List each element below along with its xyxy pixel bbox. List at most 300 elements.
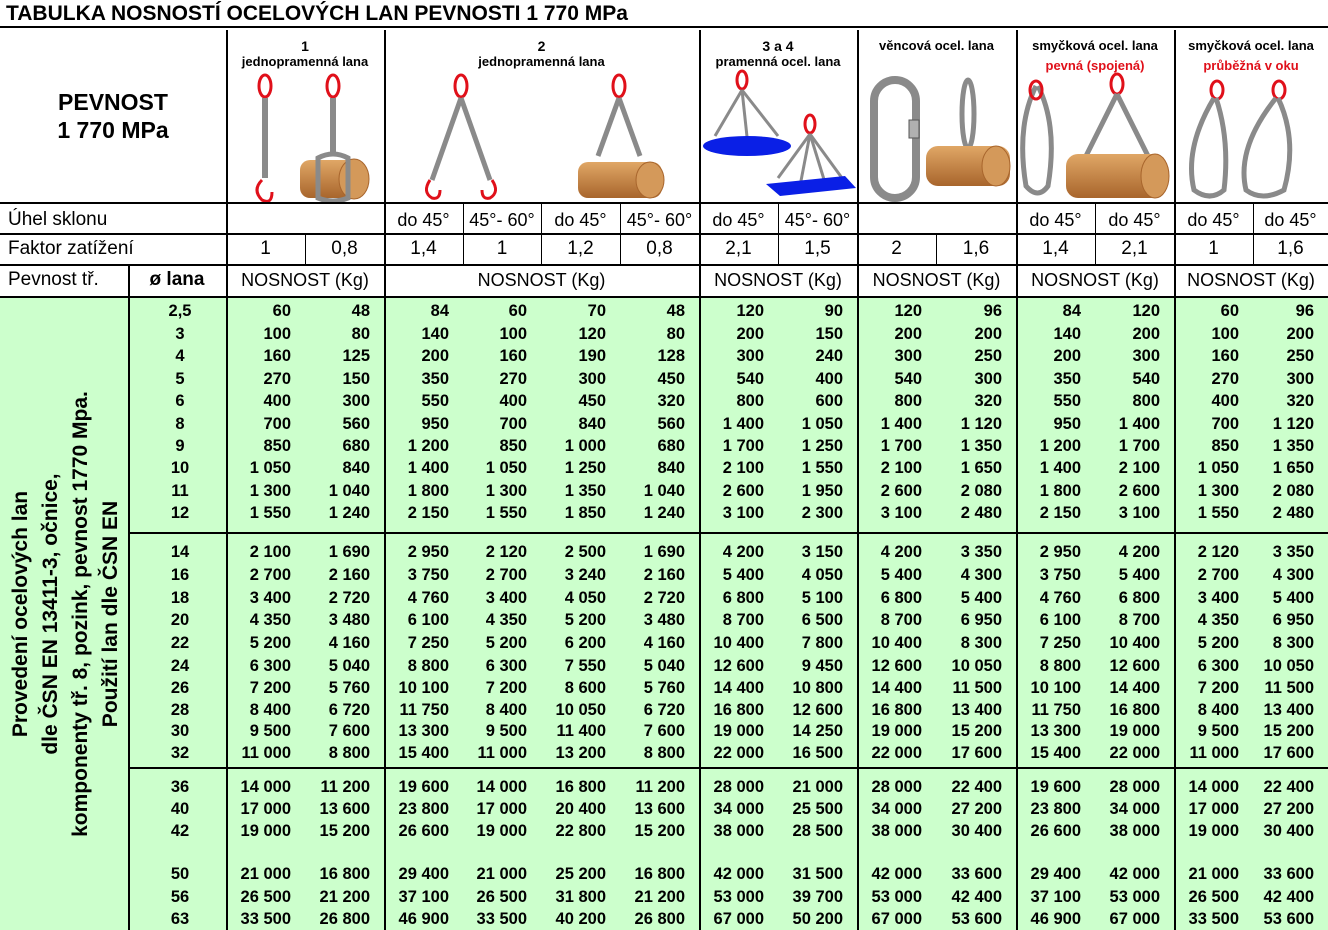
capacity-value: 400 — [815, 370, 843, 388]
capacity-value: 96 — [1295, 302, 1314, 320]
capacity-value: 1 350 — [564, 482, 606, 500]
capacity-value: 2 700 — [249, 566, 291, 584]
capacity-value: 19 600 — [398, 778, 449, 796]
capacity-value: 2 700 — [1197, 566, 1239, 584]
capacity-value: 15 400 — [398, 744, 449, 762]
grid-line-v — [1016, 202, 1017, 233]
diameter-value: 14 — [170, 543, 190, 561]
capacity-value: 37 100 — [398, 888, 449, 906]
capacity-value: 42 400 — [951, 888, 1002, 906]
group-name: pramenná ocel. lana — [715, 54, 841, 69]
capacity-value: 1 300 — [485, 482, 527, 500]
capacity-value: 53 000 — [713, 888, 764, 906]
capacity-value: 3 400 — [1197, 589, 1239, 607]
capacity-value: 2 150 — [1039, 504, 1081, 522]
capacity-value: 14 000 — [1188, 778, 1239, 796]
capacity-value: 200 — [1286, 325, 1314, 343]
capacity-value: 4 350 — [485, 611, 527, 629]
capacity-value: 8 800 — [643, 744, 685, 762]
capacity-value: 19 000 — [240, 822, 291, 840]
capacity-value: 200 — [974, 325, 1002, 343]
capacity-value: 2 080 — [960, 482, 1002, 500]
capacity-value: 300 — [342, 392, 370, 410]
angle-cell — [305, 205, 384, 235]
capacity-value: 8 700 — [1118, 611, 1160, 629]
capacity-value: 2 720 — [328, 589, 370, 607]
nosnost-label: NOSNOST (Kg) — [477, 269, 606, 290]
capacity-value: 2 300 — [801, 504, 843, 522]
capacity-value: 13 200 — [555, 744, 606, 762]
grid-line-v — [620, 202, 621, 233]
capacity-value: 2 480 — [1272, 504, 1314, 522]
capacity-value: 1 040 — [643, 482, 685, 500]
capacity-value: 540 — [894, 370, 922, 388]
capacity-value: 840 — [342, 459, 370, 477]
capacity-value: 4 160 — [643, 634, 685, 652]
capacity-value: 840 — [578, 415, 606, 433]
capacity-value: 1 000 — [564, 437, 606, 455]
capacity-value: 11 200 — [320, 778, 370, 796]
capacity-value: 400 — [263, 392, 291, 410]
capacity-value: 11 000 — [241, 744, 291, 762]
capacity-value: 2 600 — [1118, 482, 1160, 500]
capacity-value: 800 — [736, 392, 764, 410]
capacity-value: 23 800 — [1030, 800, 1081, 818]
grid-line-h — [0, 233, 1328, 235]
capacity-value: 38 000 — [871, 822, 922, 840]
grid-line-h — [0, 296, 1328, 298]
capacity-value: 3 750 — [407, 566, 449, 584]
grid-line-v — [541, 233, 542, 264]
capacity-value: 6 300 — [249, 657, 291, 675]
angle-cell: 45°- 60° — [626, 209, 693, 230]
capacity-value: 11 500 — [952, 679, 1002, 697]
capacity-value: 12 600 — [1109, 657, 1160, 675]
capacity-value: 3 100 — [880, 504, 922, 522]
four-leg-sling-platform-icon — [766, 115, 856, 196]
capacity-value: 5 200 — [1197, 634, 1239, 652]
capacity-value: 1 350 — [960, 437, 1002, 455]
capacity-value: 3 350 — [960, 543, 1002, 561]
grid-line-v — [463, 202, 464, 233]
capacity-value: 42 000 — [1109, 865, 1160, 883]
factor-cell: 0,8 — [646, 238, 673, 259]
capacity-value: 3 350 — [1272, 543, 1314, 561]
diameter-value: 42 — [170, 822, 190, 840]
capacity-value: 14 400 — [713, 679, 764, 697]
capacity-value: 5 200 — [564, 611, 606, 629]
capacity-value: 8 400 — [249, 701, 291, 719]
capacity-value: 1 120 — [1272, 415, 1314, 433]
capacity-value: 10 050 — [951, 657, 1002, 675]
capacity-value: 33 500 — [240, 910, 291, 928]
capacity-value: 1 040 — [328, 482, 370, 500]
angle-cell — [226, 205, 305, 235]
capacity-value: 1 400 — [1039, 459, 1081, 477]
capacity-value: 2 120 — [1197, 543, 1239, 561]
capacity-value: 42 000 — [713, 865, 764, 883]
capacity-value: 200 — [1053, 347, 1081, 365]
capacity-value: 48 — [351, 302, 370, 320]
capacity-value: 4 200 — [722, 543, 764, 561]
diameter-value: 26 — [170, 679, 190, 697]
capacity-value: 19 600 — [1030, 778, 1081, 796]
capacity-value: 4 300 — [960, 566, 1002, 584]
group-name: věncová ocel. lana — [879, 38, 994, 53]
capacity-value: 8 400 — [485, 701, 527, 719]
capacity-value: 2 600 — [722, 482, 764, 500]
capacity-value: 3 480 — [643, 611, 685, 629]
grid-line-v — [541, 202, 542, 233]
capacity-value: 100 — [263, 325, 291, 343]
grid-line-v — [128, 265, 130, 930]
capacity-value: 7 250 — [1039, 634, 1081, 652]
capacity-value: 26 600 — [398, 822, 449, 840]
capacity-value: 2 600 — [880, 482, 922, 500]
capacity-value: 1 120 — [960, 415, 1002, 433]
diameter-value: 12 — [170, 504, 190, 522]
capacity-value: 680 — [342, 437, 370, 455]
capacity-value: 5 040 — [328, 657, 370, 675]
capacity-value: 300 — [894, 347, 922, 365]
capacity-value: 6 500 — [801, 611, 843, 629]
capacity-value: 6 300 — [485, 657, 527, 675]
capacity-value: 6 100 — [407, 611, 449, 629]
capacity-value: 10 050 — [1263, 657, 1314, 675]
capacity-value: 560 — [657, 415, 685, 433]
factor-cell: 2 — [891, 238, 902, 259]
capacity-value: 11 000 — [477, 744, 527, 762]
diameter-value: 32 — [170, 744, 190, 762]
capacity-value: 14 000 — [240, 778, 291, 796]
factor-cell: 1 — [496, 238, 508, 259]
angle-cell: do 45° — [1187, 209, 1240, 230]
page-title: TABULKA NOSNOSTÍ OCELOVÝCH LAN PEVNOSTI 1 770 MPa — [0, 0, 1328, 28]
capacity-value: 1 550 — [249, 504, 291, 522]
angle-cell: do 45° — [712, 209, 765, 230]
capacity-value: 550 — [1053, 392, 1081, 410]
capacity-value: 100 — [499, 325, 527, 343]
capacity-value: 700 — [1211, 415, 1239, 433]
capacity-value: 10 100 — [1030, 679, 1081, 697]
capacity-value: 4 160 — [328, 634, 370, 652]
group-number: 3 a 4 — [762, 38, 794, 54]
capacity-value: 84 — [430, 302, 449, 320]
capacity-value: 11 750 — [399, 701, 449, 719]
capacity-value: 1 300 — [1197, 482, 1239, 500]
group-subtitle: pevná (spojená) — [1045, 58, 1145, 73]
capacity-value: 9 500 — [249, 722, 291, 740]
capacity-value: 22 000 — [871, 744, 922, 762]
capacity-value: 190 — [578, 347, 606, 365]
capacity-value: 5 400 — [722, 566, 764, 584]
capacity-value: 250 — [1286, 347, 1314, 365]
capacity-value: 6 950 — [960, 611, 1002, 629]
capacity-value: 12 600 — [713, 657, 764, 675]
capacity-value: 34 000 — [1109, 800, 1160, 818]
capacity-value: 320 — [974, 392, 1002, 410]
capacity-value: 8 800 — [328, 744, 370, 762]
grid-line-v — [1174, 30, 1176, 930]
capacity-value: 5 100 — [801, 589, 843, 607]
capacity-value: 200 — [1132, 325, 1160, 343]
capacity-value: 150 — [342, 370, 370, 388]
angle-cell: 45°- 60° — [469, 209, 535, 230]
capacity-value: 4 760 — [407, 589, 449, 607]
capacity-value: 2 100 — [722, 459, 764, 477]
capacity-value: 540 — [736, 370, 764, 388]
capacity-value: 7 250 — [407, 634, 449, 652]
capacity-value: 53 600 — [951, 910, 1002, 928]
capacity-value: 700 — [499, 415, 527, 433]
diameter-value: 5 — [175, 370, 185, 388]
capacity-value: 8 700 — [722, 611, 764, 629]
capacity-value: 1 950 — [801, 482, 843, 500]
capacity-value: 7 800 — [801, 634, 843, 652]
diameter-value: 50 — [170, 865, 190, 883]
capacity-value: 16 800 — [871, 701, 922, 719]
capacity-value: 10 400 — [871, 634, 922, 652]
grid-line-v — [778, 233, 779, 264]
factor-cell: 1,4 — [1042, 238, 1069, 259]
capacity-value: 1 240 — [328, 504, 370, 522]
capacity-value: 26 500 — [476, 888, 527, 906]
capacity-value: 1 550 — [1197, 504, 1239, 522]
grid-line-v — [778, 202, 779, 233]
angle-cell: do 45° — [554, 209, 607, 230]
capacity-value: 13 600 — [634, 800, 685, 818]
grid-line-v — [305, 233, 306, 264]
capacity-value: 96 — [983, 302, 1002, 320]
angle-cell: 45°- 60° — [784, 209, 851, 230]
capacity-value: 3 480 — [328, 611, 370, 629]
capacity-value: 2 150 — [407, 504, 449, 522]
capacity-value: 300 — [1132, 347, 1160, 365]
capacity-value: 15 200 — [1263, 722, 1314, 740]
diameter-value: 36 — [170, 778, 190, 796]
capacity-value: 16 800 — [1109, 701, 1160, 719]
diameter-value: 11 — [171, 482, 189, 500]
diameter-value: 24 — [170, 657, 190, 675]
diameter-value: 56 — [170, 888, 190, 906]
capacity-value: 300 — [974, 370, 1002, 388]
capacity-value: 10 800 — [792, 679, 843, 697]
capacity-value: 33 500 — [476, 910, 527, 928]
capacity-value: 5 400 — [1118, 566, 1160, 584]
capacity-value: 350 — [421, 370, 449, 388]
capacity-value: 25 200 — [555, 865, 606, 883]
capacity-value: 270 — [263, 370, 291, 388]
capacity-value: 1 050 — [485, 459, 527, 477]
nosnost-label: NOSNOST (Kg) — [872, 269, 1001, 290]
capacity-value: 28 000 — [1109, 778, 1160, 796]
side-note-line-2: dle ČSN EN 13411-3, očnice, — [39, 473, 62, 755]
capacity-value: 120 — [1132, 302, 1160, 320]
row-label-pevnost-trida: Pevnost tř. — [8, 269, 99, 290]
choke-sling-log-icon — [300, 75, 369, 201]
capacity-value: 27 200 — [951, 800, 1002, 818]
two-leg-sling-icon — [426, 75, 495, 198]
capacity-value: 33 600 — [951, 865, 1002, 883]
capacity-value: 2 500 — [564, 543, 606, 561]
capacity-value: 19 000 — [1109, 722, 1160, 740]
capacity-value: 23 800 — [398, 800, 449, 818]
group-number: 1 — [301, 38, 309, 54]
capacity-value: 26 600 — [1030, 822, 1081, 840]
capacity-value: 1 400 — [1118, 415, 1160, 433]
three-leg-sling-platform-icon — [703, 71, 791, 156]
capacity-value: 7 550 — [564, 657, 606, 675]
capacity-value: 70 — [587, 302, 606, 320]
capacity-value: 1 400 — [407, 459, 449, 477]
side-note-line-3: komponenty tř. 8, pozink, pevnost 1770 Mpa. — [69, 391, 92, 837]
capacity-value: 250 — [974, 347, 1002, 365]
capacity-value: 840 — [657, 459, 685, 477]
capacity-value: 450 — [578, 392, 606, 410]
grid-line-h — [128, 532, 1328, 534]
side-note — [4, 298, 128, 930]
capacity-value: 17 600 — [951, 744, 1002, 762]
angle-cell — [857, 205, 936, 235]
capacity-value: 560 — [342, 415, 370, 433]
capacity-value: 13 300 — [1030, 722, 1081, 740]
diameter-value: 22 — [170, 634, 190, 652]
capacity-value: 2 950 — [407, 543, 449, 561]
capacity-value: 34 000 — [871, 800, 922, 818]
capacity-value: 22 000 — [713, 744, 764, 762]
capacity-value: 16 500 — [792, 744, 843, 762]
capacity-value: 21 200 — [634, 888, 685, 906]
capacity-value: 11 500 — [1264, 679, 1314, 697]
capacity-value: 20 400 — [555, 800, 606, 818]
angle-cell — [936, 205, 1016, 235]
nosnost-label: NOSNOST (Kg) — [1031, 269, 1159, 290]
grid-line-v — [384, 30, 386, 930]
capacity-value: 1 300 — [249, 482, 291, 500]
capacity-value: 6 950 — [1272, 611, 1314, 629]
grid-line-v — [1095, 202, 1096, 233]
capacity-value: 100 — [1211, 325, 1239, 343]
capacity-value: 33 500 — [1188, 910, 1239, 928]
sliding-loop-sling-icon — [1192, 81, 1290, 196]
group-subtitle: průběžná v oku — [1203, 58, 1299, 73]
capacity-value: 2 720 — [643, 589, 685, 607]
capacity-value: 60 — [272, 302, 291, 320]
capacity-value: 67 000 — [1109, 910, 1160, 928]
capacity-value: 8 700 — [880, 611, 922, 629]
capacity-value: 6 800 — [1118, 589, 1160, 607]
capacity-value: 6 720 — [328, 701, 370, 719]
capacity-value: 4 760 — [1039, 589, 1081, 607]
capacity-value: 160 — [263, 347, 291, 365]
single-leg-sling-icon — [257, 75, 272, 201]
grid-line-v — [699, 30, 701, 930]
capacity-value: 17 600 — [1263, 744, 1314, 762]
capacity-value: 1 800 — [1039, 482, 1081, 500]
factor-cell: 1 — [260, 238, 271, 259]
capacity-value: 4 200 — [1118, 543, 1160, 561]
capacity-value: 53 000 — [871, 888, 922, 906]
capacity-value: 270 — [1211, 370, 1239, 388]
capacity-value: 25 500 — [792, 800, 843, 818]
capacity-value: 1 650 — [1272, 459, 1314, 477]
capacity-value: 40 200 — [555, 910, 606, 928]
diameter-value: 8 — [175, 415, 185, 433]
capacity-value: 16 800 — [555, 778, 606, 796]
capacity-value: 450 — [657, 370, 685, 388]
capacity-value: 320 — [1286, 392, 1314, 410]
capacity-value: 19 000 — [713, 722, 764, 740]
diameter-value: 16 — [170, 566, 190, 584]
capacity-value: 13 400 — [951, 701, 1002, 719]
capacity-value: 2 160 — [328, 566, 370, 584]
capacity-value: 200 — [894, 325, 922, 343]
capacity-value: 53 000 — [1109, 888, 1160, 906]
capacity-value: 300 — [578, 370, 606, 388]
fixed-loop-sling-icon — [1023, 74, 1169, 198]
capacity-value: 800 — [1132, 392, 1160, 410]
capacity-value: 600 — [815, 392, 843, 410]
capacity-value: 140 — [1053, 325, 1081, 343]
capacity-value: 15 200 — [634, 822, 685, 840]
capacity-value: 400 — [1211, 392, 1239, 410]
nosnost-label: NOSNOST (Kg) — [1187, 269, 1315, 290]
capacity-value: 50 200 — [792, 910, 843, 928]
capacity-value: 15 200 — [951, 722, 1002, 740]
capacity-value: 550 — [421, 392, 449, 410]
factor-cell: 1,5 — [804, 238, 831, 259]
capacity-value: 1 690 — [328, 543, 370, 561]
capacity-value: 27 200 — [1263, 800, 1314, 818]
capacity-value: 125 — [342, 347, 370, 365]
capacity-value: 9 450 — [801, 657, 843, 675]
grid-line-v — [384, 202, 385, 233]
capacity-value: 2 100 — [880, 459, 922, 477]
factor-cell: 1,6 — [1277, 238, 1304, 259]
capacity-value: 2 080 — [1272, 482, 1314, 500]
capacity-value: 38 000 — [1109, 822, 1160, 840]
factor-cell: 0,8 — [331, 238, 358, 259]
capacity-value: 1 700 — [722, 437, 764, 455]
capacity-value: 16 800 — [319, 865, 370, 883]
capacity-value: 33 600 — [1263, 865, 1314, 883]
capacity-value: 34 000 — [713, 800, 764, 818]
capacity-value: 400 — [499, 392, 527, 410]
diameter-value: 28 — [170, 701, 190, 719]
capacity-value: 5 400 — [1272, 589, 1314, 607]
capacity-value: 5 400 — [960, 589, 1002, 607]
capacity-value: 150 — [815, 325, 843, 343]
capacity-value: 540 — [1132, 370, 1160, 388]
capacity-value: 350 — [1053, 370, 1081, 388]
pevnost-value: 1 770 MPa — [57, 117, 169, 143]
grommet-sling-log-icon — [926, 80, 1010, 186]
capacity-value: 3 750 — [1039, 566, 1081, 584]
grid-line-v — [1016, 30, 1018, 930]
capacity-value: 3 100 — [1118, 504, 1160, 522]
factor-cell: 1,6 — [962, 238, 990, 259]
capacity-value: 4 050 — [801, 566, 843, 584]
capacity-value: 67 000 — [713, 910, 764, 928]
capacity-value: 8 600 — [564, 679, 606, 697]
capacity-value: 22 000 — [1109, 744, 1160, 762]
capacity-value: 7 200 — [485, 679, 527, 697]
capacity-value: 14 000 — [476, 778, 527, 796]
capacity-value: 6 800 — [880, 589, 922, 607]
capacity-value: 14 400 — [871, 679, 922, 697]
capacity-value: 11 200 — [635, 778, 685, 796]
grid-line-h — [0, 202, 1328, 204]
